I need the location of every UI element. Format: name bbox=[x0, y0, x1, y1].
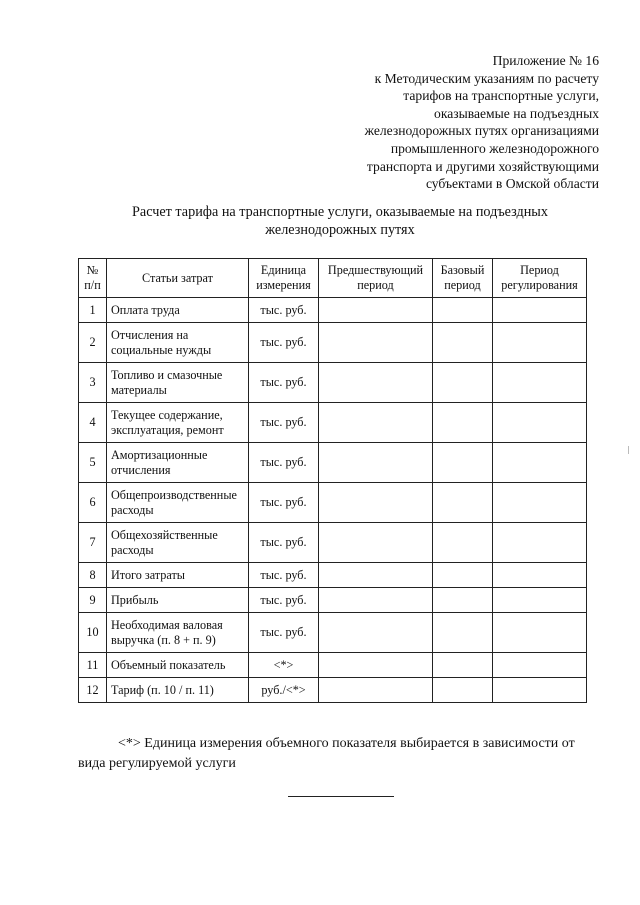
cell-base bbox=[433, 563, 493, 588]
appendix-line: промышленного железнодорожного bbox=[390, 140, 599, 156]
cell-prev bbox=[319, 653, 433, 678]
cell-prev bbox=[319, 678, 433, 703]
header-prev-period: Предшествующий период bbox=[319, 259, 433, 298]
appendix-line: оказываемые на подъездных bbox=[434, 105, 599, 121]
header-base-period: Базовый период bbox=[433, 259, 493, 298]
header-num: № п/п bbox=[79, 259, 107, 298]
appendix-line: к Методическим указаниям по расчету bbox=[374, 70, 599, 86]
row-item: Общехозяйственные расходы bbox=[107, 523, 249, 563]
cell-base bbox=[433, 483, 493, 523]
cell-prev bbox=[319, 523, 433, 563]
row-num: 7 bbox=[79, 523, 107, 563]
cell-reg bbox=[493, 403, 587, 443]
cell-base bbox=[433, 653, 493, 678]
cell-prev bbox=[319, 363, 433, 403]
row-item: Необходимая валовая выручка (п. 8 + п. 9) bbox=[107, 613, 249, 653]
cell-reg bbox=[493, 678, 587, 703]
row-num: 8 bbox=[79, 563, 107, 588]
appendix-line: железнодорожных путях организациями bbox=[364, 123, 599, 139]
table-row bbox=[79, 443, 587, 483]
header-unit: Единица измерения bbox=[249, 259, 319, 298]
cell-base bbox=[433, 443, 493, 483]
row-num: 10 bbox=[79, 613, 107, 653]
row-unit: тыс. руб. bbox=[249, 363, 319, 403]
row-item: Прибыль bbox=[107, 588, 249, 613]
closing-rule bbox=[288, 796, 394, 797]
cell-reg bbox=[493, 298, 587, 323]
table-row bbox=[79, 363, 587, 403]
scan-mark bbox=[628, 446, 629, 454]
cost-table bbox=[78, 258, 587, 703]
table-row bbox=[79, 523, 587, 563]
appendix-line: субъектами в Омской области bbox=[425, 176, 599, 192]
footnote: <*> Единица измерения объемного показателя выбирается в зависимости от вида регулируемой услуги bbox=[78, 736, 575, 771]
row-unit: тыс. руб. bbox=[249, 588, 319, 613]
cell-prev bbox=[319, 323, 433, 363]
row-unit: тыс. руб. bbox=[249, 323, 319, 363]
row-item: Объемный показатель bbox=[107, 653, 249, 678]
row-item: Оплата труда bbox=[107, 298, 249, 323]
table-row bbox=[79, 588, 587, 613]
appendix-line: Приложение № 16 bbox=[492, 53, 599, 68]
row-unit: тыс. руб. bbox=[249, 403, 319, 443]
row-item: Топливо и смазочные материалы bbox=[107, 363, 249, 403]
table-row bbox=[79, 298, 587, 323]
table-row bbox=[79, 678, 587, 703]
row-unit: <*> bbox=[249, 653, 319, 678]
cell-reg bbox=[493, 523, 587, 563]
row-unit: тыс. руб. bbox=[249, 443, 319, 483]
row-item: Текущее содержание, эксплуатация, ремонт bbox=[107, 403, 249, 443]
row-num: 4 bbox=[79, 403, 107, 443]
cell-base bbox=[433, 363, 493, 403]
table-row bbox=[79, 563, 587, 588]
row-item: Общепроизводственные расходы bbox=[107, 483, 249, 523]
row-num: 5 bbox=[79, 443, 107, 483]
cell-base bbox=[433, 323, 493, 363]
row-item: Отчисления на социальные нужды bbox=[107, 323, 249, 363]
table-header-row bbox=[79, 259, 587, 298]
row-num: 3 bbox=[79, 363, 107, 403]
cell-base bbox=[433, 678, 493, 703]
appendix-header bbox=[299, 52, 599, 193]
cell-base bbox=[433, 588, 493, 613]
cell-base bbox=[433, 403, 493, 443]
table-row bbox=[79, 323, 587, 363]
row-item: Итого затраты bbox=[107, 563, 249, 588]
cell-reg bbox=[493, 653, 587, 678]
cell-prev bbox=[319, 298, 433, 323]
row-num: 2 bbox=[79, 323, 107, 363]
row-num: 11 bbox=[79, 653, 107, 678]
cell-prev bbox=[319, 483, 433, 523]
cell-base bbox=[433, 613, 493, 653]
table-row bbox=[79, 483, 587, 523]
cell-reg bbox=[493, 613, 587, 653]
cell-prev bbox=[319, 563, 433, 588]
row-unit: тыс. руб. bbox=[249, 523, 319, 563]
cell-reg bbox=[493, 483, 587, 523]
title-line: железнодорожных путях bbox=[265, 221, 415, 238]
header-item: Статьи затрат bbox=[107, 259, 249, 298]
row-num: 6 bbox=[79, 483, 107, 523]
cell-base bbox=[433, 523, 493, 563]
row-unit: тыс. руб. bbox=[249, 298, 319, 323]
cell-reg bbox=[493, 588, 587, 613]
cell-prev bbox=[319, 613, 433, 653]
appendix-line: тарифов на транспортные услуги, bbox=[403, 88, 599, 104]
cell-reg bbox=[493, 563, 587, 588]
row-unit: тыс. руб. bbox=[249, 483, 319, 523]
row-item: Амортизационные отчисления bbox=[107, 443, 249, 483]
header-reg-period: Период регулирования bbox=[493, 259, 587, 298]
cell-base bbox=[433, 298, 493, 323]
table-row bbox=[79, 613, 587, 653]
title-line: Расчет тарифа на транспортные услуги, оказываемые на подъездных bbox=[132, 204, 548, 220]
cell-reg bbox=[493, 323, 587, 363]
row-num: 12 bbox=[79, 678, 107, 703]
cell-prev bbox=[319, 588, 433, 613]
row-unit: тыс. руб. bbox=[249, 613, 319, 653]
cell-reg bbox=[493, 443, 587, 483]
row-num: 9 bbox=[79, 588, 107, 613]
cell-prev bbox=[319, 403, 433, 443]
document-title bbox=[100, 204, 580, 239]
row-unit: руб./<*> bbox=[249, 678, 319, 703]
table-row bbox=[79, 403, 587, 443]
cell-reg bbox=[493, 363, 587, 403]
row-item: Тариф (п. 10 / п. 11) bbox=[107, 678, 249, 703]
table-row bbox=[79, 653, 587, 678]
row-unit: тыс. руб. bbox=[249, 563, 319, 588]
row-num: 1 bbox=[79, 298, 107, 323]
appendix-line: транспорта и другими хозяйствующими bbox=[366, 158, 599, 174]
cell-prev bbox=[319, 443, 433, 483]
